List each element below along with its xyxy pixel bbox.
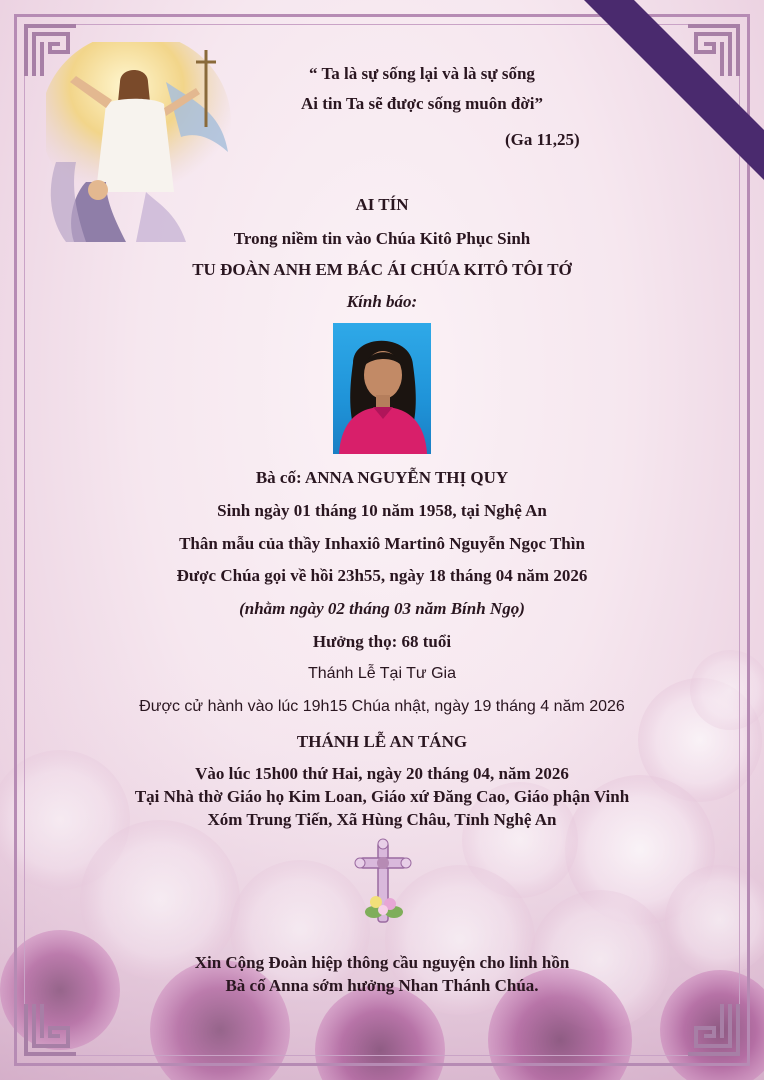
funeral-mass-title: THÁNH LỄ AN TÁNG xyxy=(296,732,468,751)
greek-key-corner-ornament xyxy=(22,1000,80,1058)
announcement-title: AI TÍN xyxy=(355,195,409,214)
deceased-name: Bà cố: ANNA NGUYỄN THỊ QUY xyxy=(255,468,509,487)
funeral-place: Tại Nhà thờ Giáo họ Kim Loan, Giáo xứ Đăng Cao, Giáo phận Vinh xyxy=(134,787,630,806)
congregation-name: TU ĐOÀN ANH EM BÁC ÁI CHÚA KITÔ TÔI TỚ xyxy=(192,260,572,279)
death-info: Được Chúa gọi về hồi 23h55, ngày 18 tháng 04 năm 2026 xyxy=(176,566,588,585)
floral-cross-icon xyxy=(352,838,414,926)
home-mass-time: Được cử hành vào lúc 19h15 Chúa nhật, ngày 19 tháng 4 năm 2026 xyxy=(139,698,625,715)
scripture-quote-line-2: Ai tin Ta sẽ được sống muôn đời” xyxy=(300,94,544,113)
lunar-date: (nhằm ngày 02 tháng 03 năm Bính Ngọ) xyxy=(239,599,525,618)
closing-line-2: Bà cố Anna sớm hưởng Nhan Thánh Chúa. xyxy=(225,976,539,995)
greek-key-corner-ornament xyxy=(684,1000,742,1058)
relation-info: Thân mẫu của thầy Inhaxiô Martinô Nguyễn Ngọc Thìn xyxy=(179,534,585,553)
scripture-reference: (Ga 11,25) xyxy=(505,130,580,149)
age-info: Hưởng thọ: 68 tuổi xyxy=(312,632,452,651)
funeral-address: Xóm Trung Tiến, Xã Hùng Châu, Tỉnh Nghệ An xyxy=(207,810,557,829)
birth-info: Sinh ngày 01 tháng 10 năm 1958, tại Nghệ An xyxy=(217,501,547,520)
announce-label: Kính báo: xyxy=(346,292,418,311)
funeral-time: Vào lúc 15h00 thứ Hai, ngày 20 tháng 04, năm 2026 xyxy=(195,764,569,783)
closing-line-1: Xin Cộng Đoàn hiệp thông cầu nguyện cho linh hồn xyxy=(194,953,570,972)
home-mass-title: Thánh Lễ Tại Tư Gia xyxy=(308,665,456,682)
scripture-quote-line-1: “ Ta là sự sống lại và là sự sống xyxy=(309,64,535,83)
faith-line: Trong niềm tin vào Chúa Kitô Phục Sinh xyxy=(233,229,531,248)
deceased-portrait xyxy=(333,323,431,454)
